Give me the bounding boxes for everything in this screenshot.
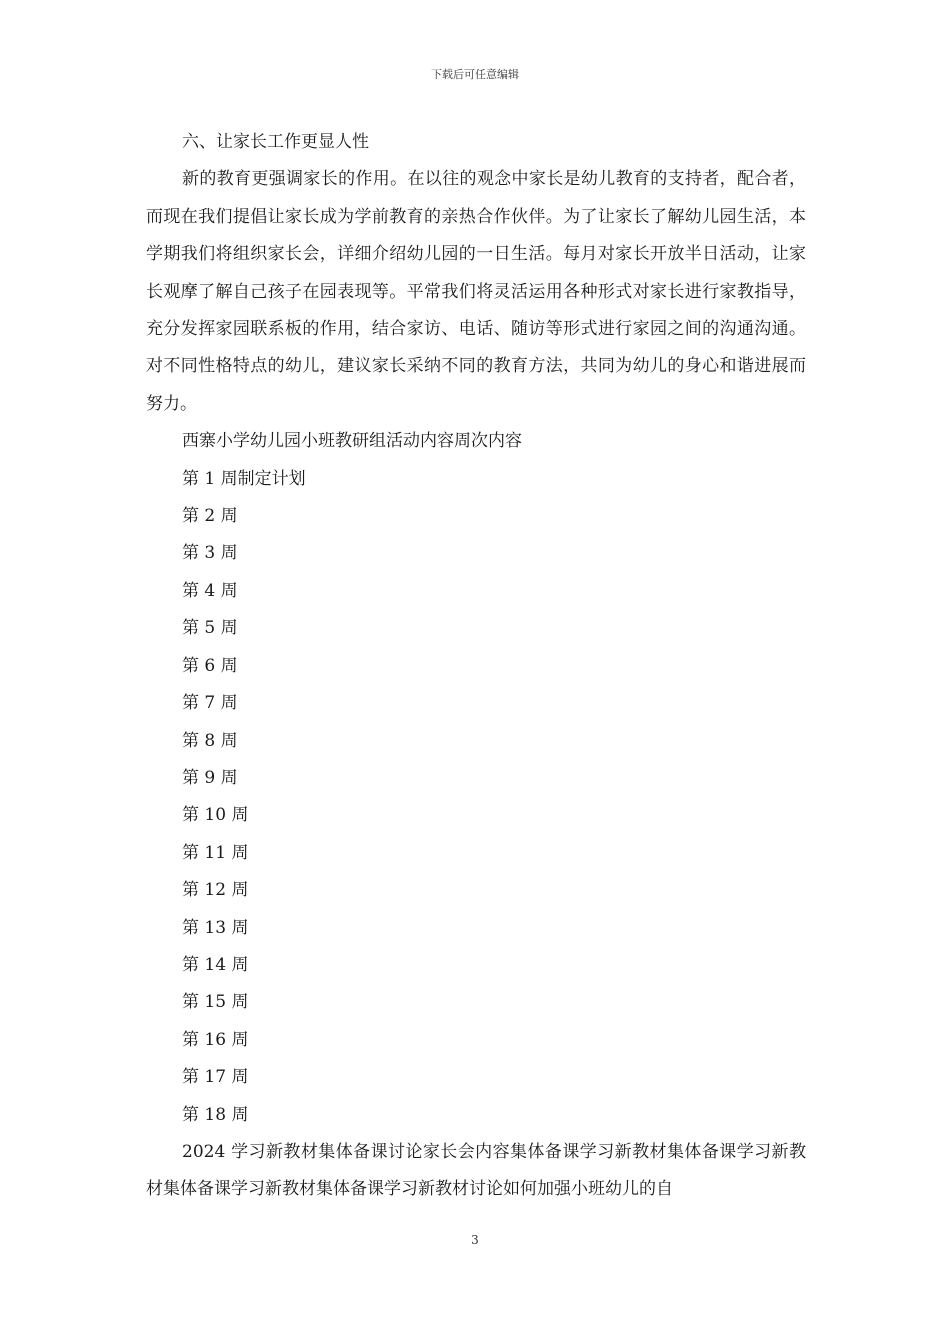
week-item: 第 16 周 bbox=[182, 1029, 249, 1050]
page-header: 下载后可任意编辑 bbox=[431, 68, 519, 81]
week-list bbox=[146, 461, 806, 1134]
section-heading: 六、让家长工作更显人性 bbox=[182, 132, 369, 152]
week-item: 第 10 周 bbox=[182, 805, 249, 826]
section-body-paragraph: 新的教育更强调家长的作用。在以往的观念中家长是幼儿教育的支持者，配合者，而现在我们提倡让家长成为学前教育的亲热合作伙伴。为了让家长了解幼儿园生活，本学期我们将组织家长会，详细介绍幼儿园的一日生活。每月对家长开放半日活动，让家长观摩了解自己孩子在园表现等。平常我们将灵活运用各种形式对家长进行家教指导，充分发挥家园联系板的作用，结合家访、电话、随访等形式进行家园之间的沟通沟通。对不同性格特点的幼儿，建议家长采纳不同的教育方法，共同为幼儿的身心和谐进展而努力。 bbox=[146, 169, 806, 414]
document-body bbox=[146, 124, 806, 1209]
week-item: 第 11 周 bbox=[182, 842, 249, 863]
week-item: 第 1 周制定计划 bbox=[182, 468, 306, 489]
closing-paragraph: 2024 学习新教材集体备课讨论家长会内容集体备课学习新教材集体备课学习新教材集体备课学习新教材集体备课学习新教材讨论如何加强小班幼儿的自 bbox=[146, 1141, 806, 1200]
week-item: 第 7 周 bbox=[182, 693, 238, 714]
week-item: 第 8 周 bbox=[182, 730, 238, 751]
week-item: 第 5 周 bbox=[182, 618, 238, 639]
page-number: 3 bbox=[471, 1233, 479, 1247]
week-item: 第 6 周 bbox=[182, 655, 238, 676]
week-item: 第 9 周 bbox=[182, 767, 238, 788]
week-item: 第 13 周 bbox=[182, 917, 249, 938]
week-item: 第 18 周 bbox=[182, 1104, 249, 1125]
table-title: 西寨小学幼儿园小班教研组活动内容周次内容 bbox=[182, 431, 522, 452]
week-item: 第 2 周 bbox=[182, 506, 238, 527]
week-item: 第 14 周 bbox=[182, 954, 249, 975]
week-item: 第 3 周 bbox=[182, 543, 238, 564]
week-item: 第 17 周 bbox=[182, 1067, 249, 1088]
week-item: 第 15 周 bbox=[182, 992, 249, 1013]
week-item: 第 12 周 bbox=[182, 880, 249, 901]
week-item: 第 4 周 bbox=[182, 580, 238, 601]
